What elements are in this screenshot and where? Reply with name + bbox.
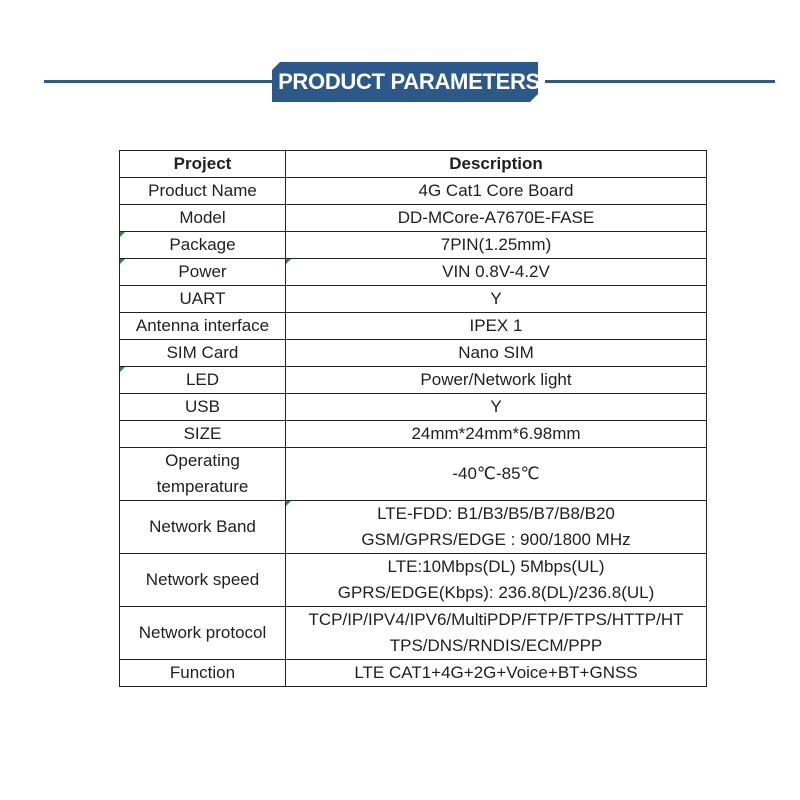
row-value-line: GPRS/EDGE(Kbps): 236.8(DL)/236.8(UL) — [337, 583, 655, 602]
row-label: USB — [120, 394, 286, 421]
row-label-text: LED — [185, 370, 220, 389]
table-row — [120, 259, 707, 286]
row-value: 24mm*24mm*6.98mm — [286, 421, 707, 448]
title-banner — [272, 62, 546, 102]
row-label: UART — [120, 286, 286, 313]
table-row — [120, 232, 707, 259]
header-description: Description — [286, 151, 707, 178]
row-label: Network protocol — [120, 607, 286, 660]
header-project: Project — [120, 151, 286, 178]
table-row — [120, 340, 707, 367]
row-value: LTE CAT1+4G+2G+Voice+BT+GNSS — [286, 660, 707, 687]
cell-marker — [286, 259, 291, 264]
cell-marker — [120, 232, 125, 237]
row-label — [120, 259, 286, 286]
row-label: Function — [120, 660, 286, 687]
row-label-text: Power — [178, 262, 227, 281]
table-header-row — [120, 151, 707, 178]
table-row — [120, 313, 707, 340]
table-row — [120, 501, 707, 554]
header-rule-left — [44, 80, 272, 83]
table-row — [120, 286, 707, 313]
row-label: Network speed — [120, 554, 286, 607]
row-value-line: TPS/DNS/RNDIS/ECM/PPP — [389, 636, 603, 655]
header-rule-right — [545, 80, 775, 83]
row-label — [120, 367, 286, 394]
table-row — [120, 607, 707, 660]
row-value — [286, 259, 707, 286]
row-label-text: Package — [169, 235, 236, 254]
parameters-table — [119, 150, 707, 687]
row-value: 7PIN(1.25mm) — [286, 232, 707, 259]
row-label: Network Band — [120, 501, 286, 554]
row-label-line: temperature — [156, 477, 249, 496]
row-label — [120, 448, 286, 501]
row-value: DD-MCore-A7670E-FASE — [286, 205, 707, 232]
row-value: -40℃-85℃ — [286, 448, 707, 501]
row-value: Nano SIM — [286, 340, 707, 367]
table-row — [120, 394, 707, 421]
row-label — [120, 232, 286, 259]
table-row — [120, 421, 707, 448]
row-label-line: Operating — [165, 451, 240, 470]
row-value-line: LTE-FDD: B1/B3/B5/B7/B8/B20 — [377, 504, 615, 523]
table-row — [120, 660, 707, 687]
row-value-line: LTE:10Mbps(DL) 5Mbps(UL) — [387, 557, 605, 576]
row-value: Y — [286, 394, 707, 421]
row-label: Antenna interface — [120, 313, 286, 340]
row-label: SIM Card — [120, 340, 286, 367]
cell-marker — [120, 259, 125, 264]
table-row — [120, 554, 707, 607]
row-value: Power/Network light — [286, 367, 707, 394]
row-value: 4G Cat1 Core Board — [286, 178, 707, 205]
row-value — [286, 554, 707, 607]
cell-marker — [286, 501, 291, 506]
row-label: Model — [120, 205, 286, 232]
row-value-line: GSM/GPRS/EDGE : 900/1800 MHz — [361, 530, 631, 549]
table-row — [120, 367, 707, 394]
row-value-line: TCP/IP/IPV4/IPV6/MultiPDP/FTP/FTPS/HTTP/HT — [308, 610, 684, 629]
row-value — [286, 501, 707, 554]
page-title: PRODUCT PARAMETERS — [278, 69, 540, 94]
cell-marker — [120, 367, 125, 372]
row-label: Product Name — [120, 178, 286, 205]
table-row — [120, 205, 707, 232]
row-label: SIZE — [120, 421, 286, 448]
table-row — [120, 178, 707, 205]
row-value: IPEX 1 — [286, 313, 707, 340]
row-value-text: VIN 0.8V-4.2V — [442, 262, 550, 281]
row-value — [286, 607, 707, 660]
table-row — [120, 448, 707, 501]
row-value: Y — [286, 286, 707, 313]
